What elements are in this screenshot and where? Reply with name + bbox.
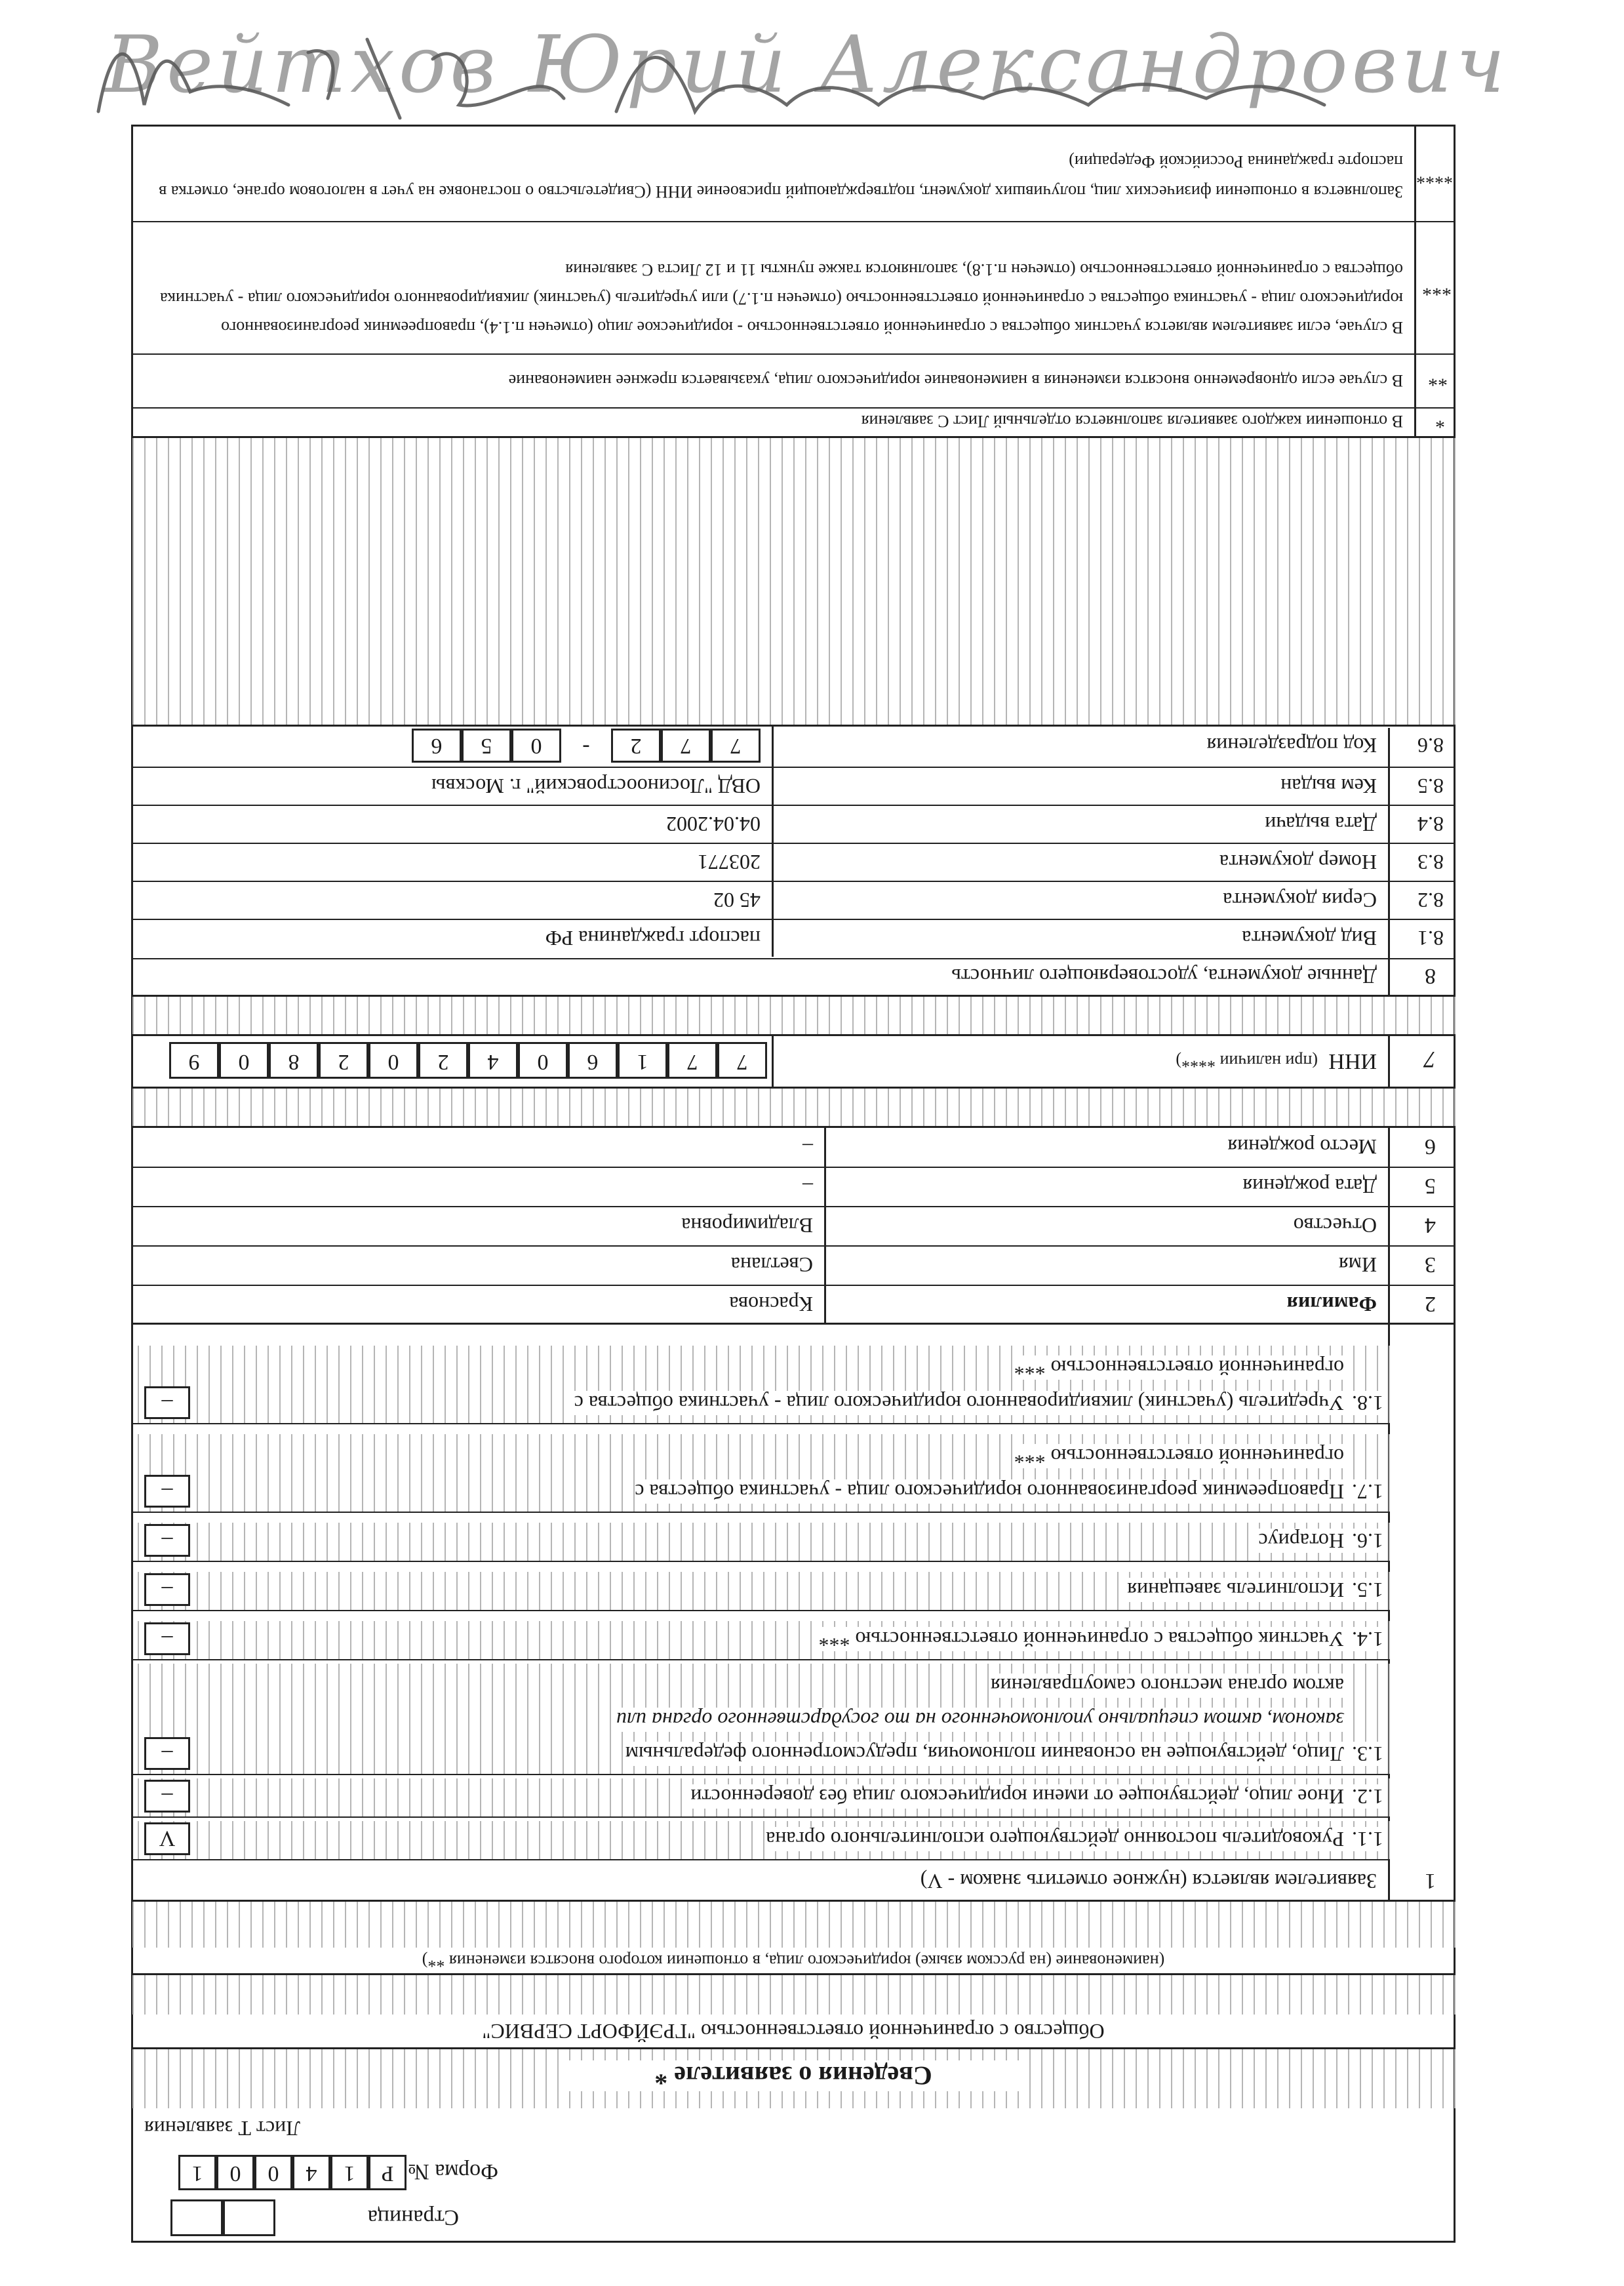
row-label: Дата рождения: [1242, 1174, 1377, 1198]
document-row-issue-date: [131, 805, 1456, 843]
company-hatch-row-2: [131, 1902, 1456, 1948]
item-num: 1.3.: [1352, 1742, 1383, 1766]
code-dash: -: [561, 729, 611, 763]
row-label: Имя: [1338, 1253, 1377, 1277]
row-label: Вид документа: [1242, 927, 1377, 950]
inn-digit: 0: [518, 1042, 568, 1079]
doc-series-value[interactable]: 45 02: [713, 889, 761, 912]
item-num: 1.2.: [1352, 1785, 1383, 1809]
code-digit: 5: [462, 729, 511, 763]
person-row-birthplace: [131, 1127, 1456, 1165]
applicant-section: [131, 1246, 1456, 1902]
company-hatch-row: [131, 1975, 1456, 2015]
item-label: Лицо, действующее на основании полномочия, предусмотренного федеральным: [625, 1742, 1344, 1766]
applicant-item-1-5: [131, 1572, 1390, 1611]
blank-hatch-area: [131, 438, 1456, 727]
row-label: Дата выдачи: [1265, 812, 1377, 836]
footnote-text: В случае, если заявителем является участник общества с ограниченной ответственностью - юридическое лицо (отмечен п.1.4), правопреемник реорганизованного юридического лица - участника общества с ограниченной ответственностью (отмечен п.1.7) или учредитель (участник) ликвидированного юридического лица - участника общества с ограниченной ответственностью (отмечен п.1.8), заполняются также пункты 11 и 12 Листа С заявления: [160, 260, 1403, 337]
inn-digit: 2: [319, 1042, 368, 1079]
inn-note: (при наличии ****): [1176, 1052, 1318, 1071]
applicant-item-1-8: [131, 1346, 1390, 1424]
doc-type-value[interactable]: паспорт гражданина РФ: [545, 927, 761, 950]
footnote-mark: **: [1428, 369, 1448, 390]
item-num: 1.6.: [1352, 1529, 1383, 1553]
footnote-1: [131, 407, 1456, 436]
document-row-number: [131, 843, 1456, 881]
item-num: 1.8.: [1352, 1392, 1383, 1415]
form-code-digit: 4: [292, 2155, 330, 2190]
item-num: 1.4.: [1352, 1628, 1383, 1651]
applicant-item-1-1: [131, 1821, 1390, 1860]
section-title-row: [131, 2049, 1456, 2108]
doc-issue-date-value[interactable]: 04.04.2002: [666, 812, 761, 836]
footnote-mark: ****: [1416, 167, 1453, 187]
item-checkbox[interactable]: –: [144, 1780, 190, 1813]
row-label: Место рождения: [1227, 1135, 1377, 1159]
company-caption-row: [131, 1949, 1456, 1975]
signature-text: Вейтхов Юрий Александрович: [105, 20, 1509, 111]
code-digit: 0: [511, 729, 561, 763]
section-title: Сведения о заявителе *: [564, 2060, 1023, 2091]
item-num: 1.7.: [1352, 1480, 1383, 1504]
footnote-text: В случае если одновременно вносятся изменения в наименование юридического лица, указывается прежнее наименование: [508, 371, 1403, 390]
form-code-digit: 0: [216, 2155, 254, 2190]
item-label: Правопреемник реорганизованного юридического лица - участника общества с: [635, 1480, 1344, 1504]
company-caption: (наименование (на русском языке) юридического лица, в отношении которого вносятся изменения **): [422, 1952, 1165, 1971]
row-num: 3: [1425, 1253, 1436, 1277]
doc-number-value[interactable]: 203771: [698, 851, 761, 874]
item-label-line-2: законом, актом специально уполномоченного на то государственного органа или: [616, 1708, 1344, 1732]
company-name: Общество с ограниченной ответственностью "ГРЭЙФОРТ СЕРВИС": [482, 2020, 1105, 2043]
sheet-label-row: [131, 2112, 1456, 2144]
inn-digit: 2: [418, 1042, 468, 1079]
item-checkbox[interactable]: V: [144, 1822, 190, 1855]
row-num: 8.2: [1417, 889, 1444, 912]
item-label: Нотариус: [1258, 1529, 1344, 1553]
item-label: Учредитель (участник) ликвидированного юридического лица - участника общества с: [574, 1392, 1344, 1415]
hatch-row: [131, 1089, 1456, 1128]
inn-num: 7: [1424, 1047, 1436, 1073]
applicant-item-1-3: [131, 1664, 1390, 1775]
item-label: Руководитель постоянно действующего исполнительного органа: [766, 1828, 1344, 1851]
item-num: 1.5.: [1352, 1578, 1383, 1602]
row-num: 8.4: [1417, 812, 1444, 836]
item-checkbox[interactable]: –: [144, 1386, 190, 1419]
inn-digit: 4: [468, 1042, 518, 1079]
item-checkbox[interactable]: –: [144, 1524, 190, 1557]
document-rows: [131, 765, 1456, 957]
row-num: 4: [1425, 1213, 1436, 1237]
applicant-item-1-7: [131, 1434, 1390, 1513]
doc-issued-by-value[interactable]: ОВД "Лосиноостровский" г. Москвы: [431, 774, 761, 798]
code-label: Код подразделения: [1206, 734, 1377, 757]
code-num: 8.6: [1417, 734, 1444, 757]
row-label: Фамилия: [1286, 1293, 1377, 1316]
code-digit: 7: [661, 729, 711, 763]
firstname-value[interactable]: Светлана: [730, 1253, 813, 1277]
page-label: Страница: [367, 2205, 459, 2230]
item-checkbox[interactable]: –: [144, 1737, 190, 1770]
row-label: Номер документа: [1219, 851, 1377, 874]
item-checkbox[interactable]: –: [144, 1622, 190, 1655]
person-row-birthdate: [131, 1167, 1456, 1205]
footnotes: [131, 125, 1456, 438]
document-row-issued-by: [131, 767, 1456, 805]
row-num: 8.3: [1417, 851, 1444, 874]
row-num: 2: [1425, 1292, 1436, 1316]
row-num: 6: [1425, 1134, 1436, 1159]
row-label: Отчество: [1293, 1214, 1377, 1237]
item-label-line-2: ограниченной ответственностью ***: [1014, 1445, 1344, 1468]
form-label: Форма №: [408, 2159, 498, 2184]
document-row-series: [131, 881, 1456, 919]
item-label: Участник общества с ограниченной ответственностью ***: [818, 1628, 1344, 1651]
inn-digit: 9: [169, 1042, 219, 1079]
document-title: Данные документа, удостоверяющего личность: [951, 965, 1377, 988]
page-header: [131, 2151, 1456, 2243]
footnote-2: [131, 353, 1456, 406]
person-row-patronymic: [131, 1206, 1456, 1244]
item-label: Исполнитель завещания: [1127, 1578, 1344, 1602]
person-section: [131, 1128, 1456, 1325]
birthplace-value[interactable]: –: [802, 1135, 813, 1159]
footnote-text: В отношении каждого заявителя заполняется отдельный Лист С заявления: [861, 412, 1403, 431]
code-digit: 7: [711, 729, 761, 763]
inn-label: ИНН: [1328, 1049, 1377, 1073]
item-label: Иное лицо, действующее от имени юридического лица без доверенности: [690, 1785, 1344, 1809]
handwritten-signature: [92, 13, 1509, 138]
footnote-mark: ***: [1422, 278, 1452, 300]
inn-digit: 1: [618, 1042, 667, 1079]
footnote-4: [131, 128, 1456, 220]
footnote-3: [131, 221, 1456, 352]
document-num: 8: [1425, 964, 1436, 988]
birthdate-value[interactable]: –: [802, 1174, 813, 1198]
inn-digit: 0: [368, 1042, 418, 1079]
person-row-firstname: [131, 1245, 1456, 1283]
inn-digit: 8: [269, 1042, 319, 1079]
code-digit: 2: [611, 729, 661, 763]
form-sheet: [131, 125, 1456, 2243]
document-title-row: [131, 958, 1456, 995]
item-label-line-2: ограниченной ответственностью ***: [1014, 1356, 1344, 1380]
item-checkbox[interactable]: –: [144, 1573, 190, 1606]
row-num: 8.1: [1417, 927, 1444, 950]
footnote-text: Заполняется в отношении физических лиц, получивших документ, подтверждающий присвоение ИНН (Свидетельство о постановке на учет в налоговом органе, отметка в паспорте гражданина Российской Федерации): [159, 152, 1403, 201]
patronymic-value[interactable]: Владимировна: [681, 1214, 813, 1237]
applicant-num: 1: [1425, 1869, 1436, 1893]
footnote-mark: *: [1435, 411, 1445, 432]
item-checkbox[interactable]: –: [144, 1475, 190, 1508]
inn-digit: 7: [667, 1042, 717, 1079]
inn-digit: 7: [717, 1042, 767, 1079]
row-label: Серия документа: [1223, 889, 1377, 912]
form-code-digit: Р: [368, 2155, 406, 2190]
form-code-digit: 1: [330, 2155, 368, 2190]
row-num: 8.5: [1417, 774, 1444, 798]
applicant-item-1-6: [131, 1523, 1390, 1562]
divider: [131, 2047, 1456, 2049]
sheet-label: Лист Т заявления: [144, 2117, 300, 2140]
document-section: [131, 728, 1456, 997]
inn-row: [131, 1036, 1456, 1089]
inn-digit: 0: [219, 1042, 269, 1079]
item-num: 1.1.: [1352, 1828, 1383, 1851]
hatch-row: [131, 997, 1456, 1036]
document-row-code: [131, 726, 1456, 765]
applicant-title: Заявителем является (нужное отметить знаком - V): [920, 1870, 1377, 1893]
code-digit: 6: [412, 729, 462, 763]
applicant-item-1-4: [131, 1621, 1390, 1660]
inn-digit: 6: [568, 1042, 618, 1079]
page-box-1[interactable]: [223, 2199, 275, 2236]
form-code-digit: 0: [254, 2155, 292, 2190]
applicant-item-1-2: [131, 1778, 1390, 1818]
document-row-type: [131, 919, 1456, 957]
person-row-lastname: [131, 1285, 1456, 1323]
form-code-digit: 1: [178, 2155, 216, 2190]
item-label-line-3: актом органа местного самоуправления: [990, 1674, 1344, 1698]
company-name-row: [131, 2015, 1456, 2047]
page-box-2[interactable]: [170, 2199, 223, 2236]
row-label: Кем выдан: [1280, 774, 1377, 798]
lastname-value[interactable]: Краснова: [729, 1293, 813, 1316]
row-num: 5: [1425, 1174, 1436, 1198]
